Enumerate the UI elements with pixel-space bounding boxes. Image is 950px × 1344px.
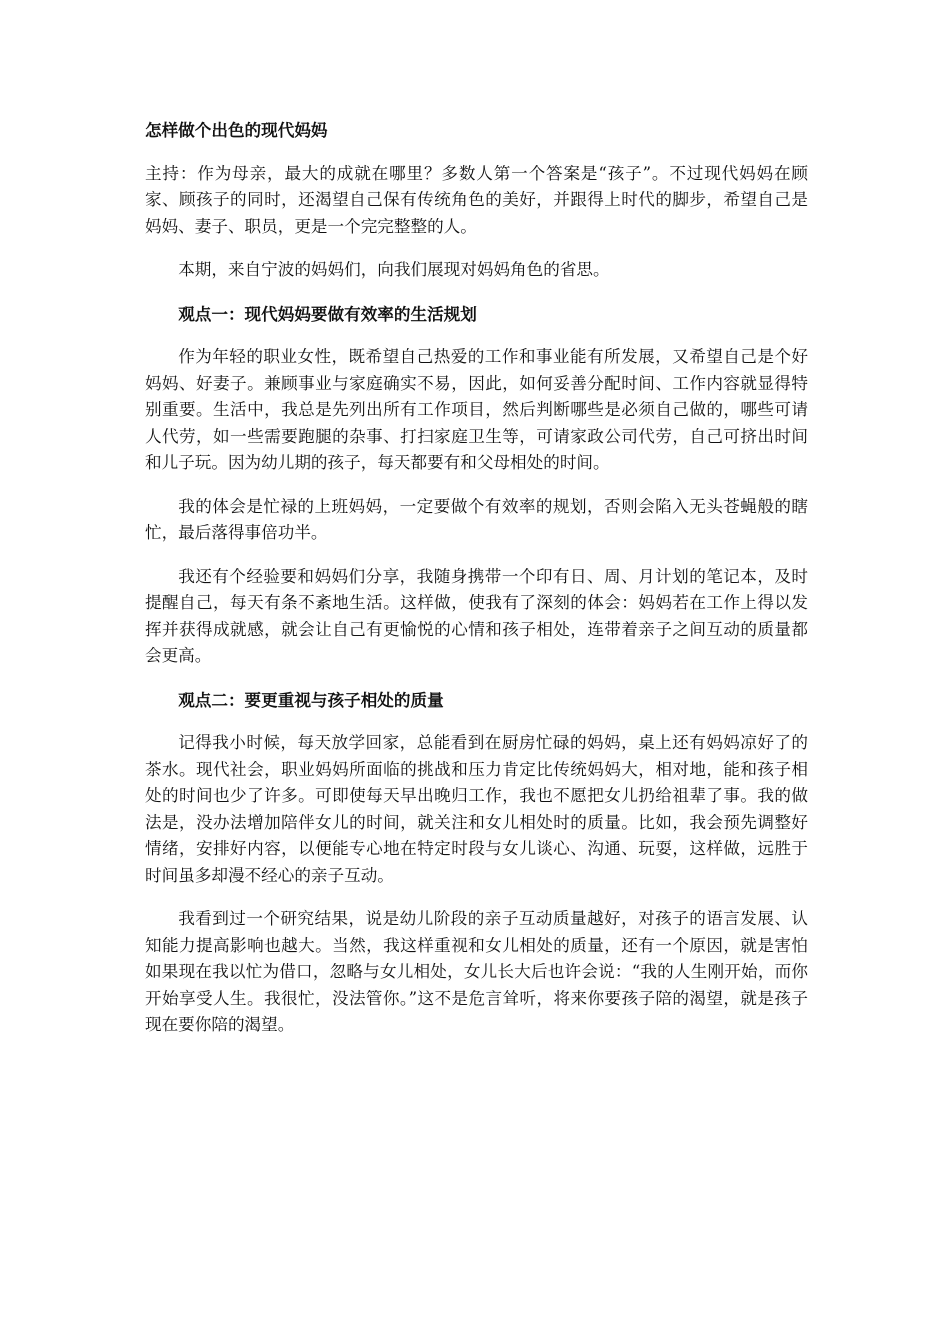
section-2-heading: 观点二：要更重视与孩子相处的质量 [178, 689, 444, 710]
section-1-paragraph-1: 作为年轻的职业女性，既希望自己热爱的工作和事业能有所发展，又希望自己是个好妈妈、好妻子。兼顾事业与家庭确实不易，因此，如何妥善分配时间、工作内容就显得特别重要。生活中，我总是先列出所有工作项目，然后判断哪些是必须自己做的，哪些可请人代劳，如一些需要跑腿的杂事、打扫家庭卫生等，可请家政公司代劳，自己可挤出时间和儿子玩。因为幼儿期的孩子，每天都要有和父母相处的时间。 [145, 347, 808, 472]
section-1-paragraph-2: 我的体会是忙禄的上班妈妈，一定要做个有效率的规划，否则会陷入无头苍蝇般的瞎忙，最后落得事倍功半。 [145, 496, 808, 542]
intro-paragraph-2: 本期，来自宁波的妈妈们，向我们展现对妈妈角色的省思。 [178, 260, 610, 279]
document-page [145, 117, 808, 1056]
section-2-paragraph-2: 我看到过一个研究结果，说是幼儿阶段的亲子互动质量越好，对孩子的语言发展、认知能力提高影响也越大。当然，我这样重视和女儿相处的质量，还有一个原因，就是害怕如果现在我以忙为借口，忽略与女儿相处，女儿长大后也许会说：“我的人生刚开始，而你开始享受人生。我很忙，没法管你。”这不是危言耸听，将来你要孩子陪的渴望，就是孩子现在要你陪的渴望。 [145, 909, 808, 1034]
section-1-heading: 观点一：现代妈妈要做有效率的生活规划 [178, 303, 477, 324]
intro-paragraph: 主持：作为母亲，最大的成就在哪里？多数人第一个答案是“孩子”。不过现代妈妈在顾家、顾孩子的同时，还渴望自己保有传统角色的美好，并跟得上时代的脚步，希望自己是妈妈、妻子、职员，更是一个完完整整的人。 [145, 163, 808, 236]
section-2-paragraph-1: 记得我小时候，每天放学回家，总能看到在厨房忙碌的妈妈，桌上还有妈妈凉好了的茶水。现代社会，职业妈妈所面临的挑战和压力肯定比传统妈妈大，相对地，能和孩子相处的时间也少了许多。可即使每天早出晚归工作，我也不愿把女儿扔给祖辈了事。我的做法是，没办法增加陪伴女儿的时间，就关注和女儿相处时的质量。比如，我会预先调整好情绪，安排好内容，以便能专心地在特定时段与女儿谈心、沟通、玩耍，这样做，远胜于时间虽多却漫不经心的亲子互动。 [145, 733, 808, 885]
document-title: 怎样做个出色的现代妈妈 [145, 120, 328, 140]
section-1-paragraph-3: 我还有个经验要和妈妈们分享，我随身携带一个印有日、周、月计划的笔记本，及时提醒自己，每天有条不紊地生活。这样做，使我有了深刻的体会：妈妈若在工作上得以发挥并获得成就感，就会让自己有更愉悦的心情和孩子相处，连带着亲子之间互动的质量都会更高。 [145, 566, 808, 665]
